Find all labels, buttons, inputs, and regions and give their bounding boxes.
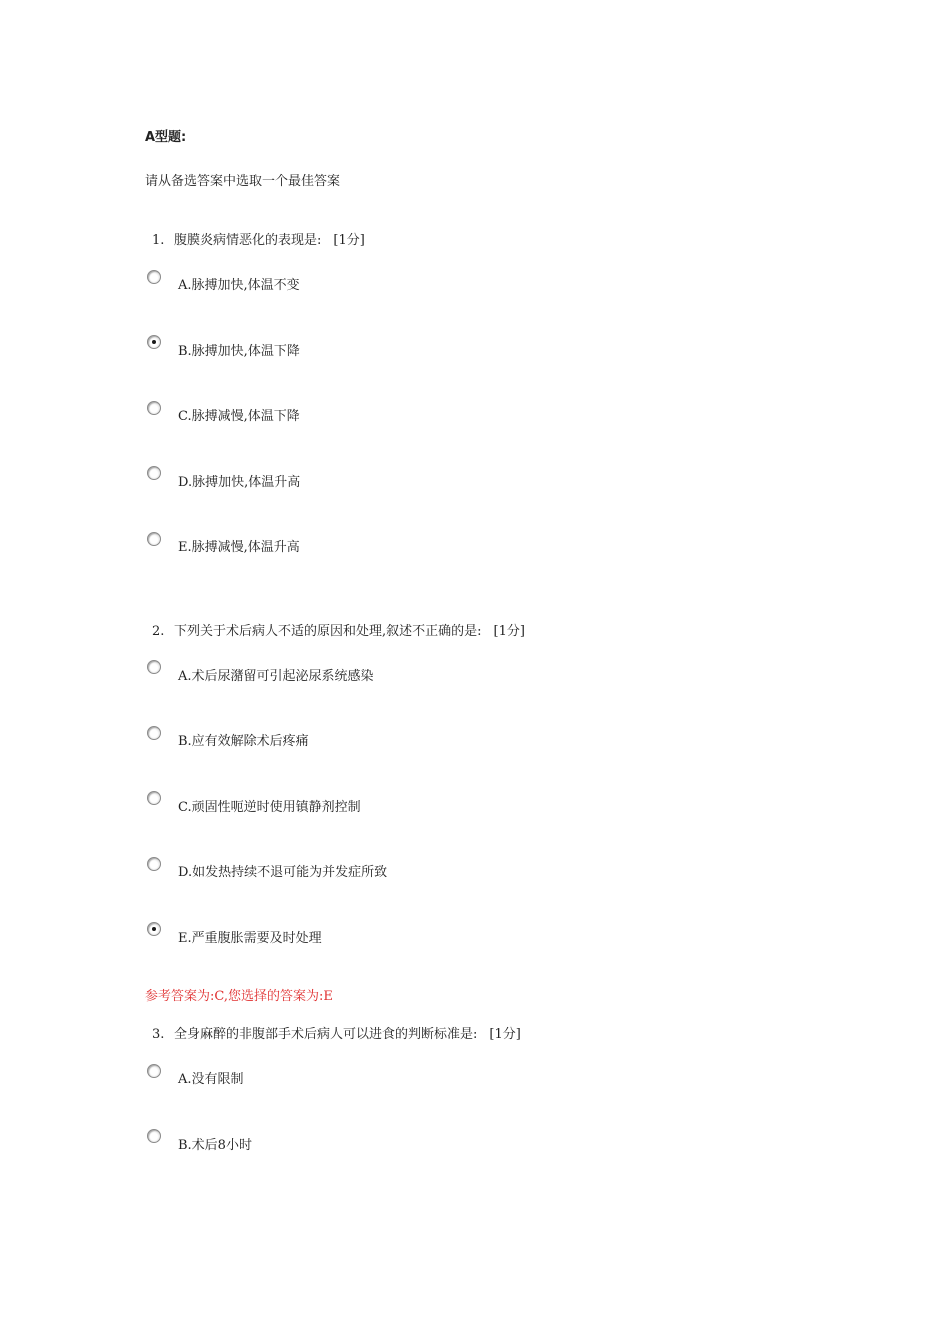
question-score: [1分] xyxy=(493,624,525,639)
question-3-stem xyxy=(152,1027,521,1043)
question-1-stem xyxy=(152,233,365,249)
q2-option-d-label: D.如发热持续不退可能为并发症所致 xyxy=(178,865,388,880)
q2-option-b-label: B.应有效解除术后疼痛 xyxy=(178,734,309,749)
q1-option-c-label: C.脉搏减慢,体温下降 xyxy=(178,409,300,424)
section-title: A型题: xyxy=(145,130,187,145)
q3-option-a-label: A.没有限制 xyxy=(178,1072,244,1087)
question-text: 腹膜炎病情恶化的表现是: xyxy=(174,233,322,248)
question-score: [1分] xyxy=(489,1027,521,1042)
q2-option-d-radio[interactable] xyxy=(147,857,161,871)
answer-feedback: 参考答案为:C,您选择的答案为:E xyxy=(145,989,333,1004)
q1-option-b-label: B.脉搏加快,体温下降 xyxy=(178,344,300,359)
q1-option-a-label: A.脉搏加快,体温不变 xyxy=(178,278,300,293)
q1-option-e-radio[interactable] xyxy=(147,532,161,546)
question-text: 下列关于术后病人不适的原因和处理,叙述不正确的是: xyxy=(174,624,482,639)
question-number: 1. xyxy=(152,233,165,248)
q2-option-a-radio[interactable] xyxy=(147,660,161,674)
q2-option-c-label: C.顽固性呃逆时使用镇静剂控制 xyxy=(178,800,361,815)
question-text: 全身麻醉的非腹部手术后病人可以进食的判断标准是: xyxy=(174,1027,478,1042)
q3-option-b-label: B.术后8小时 xyxy=(178,1138,252,1153)
q1-option-d-radio[interactable] xyxy=(147,466,161,480)
q2-option-a-label: A.术后尿潴留可引起泌尿系统感染 xyxy=(178,669,374,684)
q2-option-c-radio[interactable] xyxy=(147,791,161,805)
q2-option-e-label: E.严重腹胀需要及时处理 xyxy=(178,931,322,946)
q1-option-a-radio[interactable] xyxy=(147,270,161,284)
q3-option-b-radio[interactable] xyxy=(147,1129,161,1143)
q3-option-a-radio[interactable] xyxy=(147,1064,161,1078)
instruction-text: 请从备选答案中选取一个最佳答案 xyxy=(145,174,341,189)
q1-option-b-radio[interactable] xyxy=(147,335,161,349)
question-score: [1分] xyxy=(333,233,365,248)
q2-option-b-radio[interactable] xyxy=(147,726,161,740)
question-number: 2. xyxy=(152,624,165,639)
q1-option-e-label: E.脉搏减慢,体温升高 xyxy=(178,540,300,555)
q2-option-e-radio[interactable] xyxy=(147,922,161,936)
q1-option-d-label: D.脉搏加快,体温升高 xyxy=(178,475,301,490)
question-2-stem xyxy=(152,624,525,640)
question-number: 3. xyxy=(152,1027,165,1042)
q1-option-c-radio[interactable] xyxy=(147,401,161,415)
